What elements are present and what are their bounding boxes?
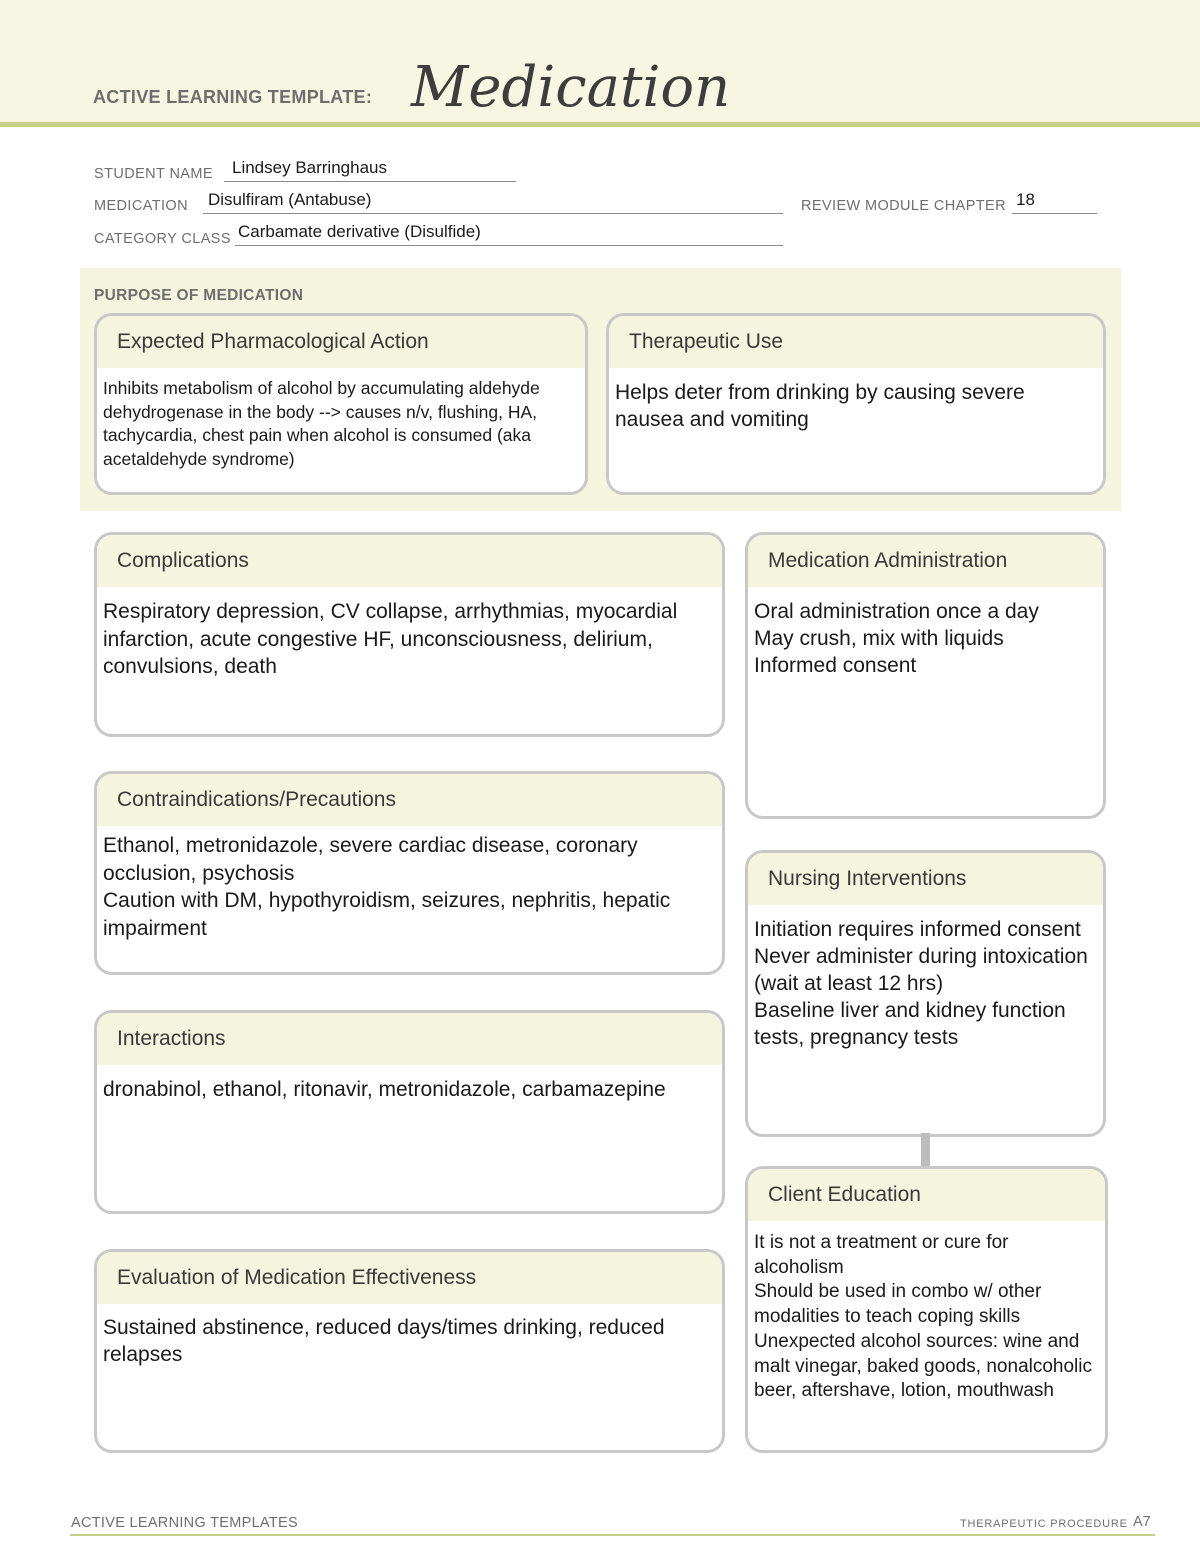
medication-line <box>203 213 783 214</box>
complications-text[interactable]: Respiratory depression, CV collapse, arrhythmias, myocardial infarction, acute congestive HF, unconsciousness, delirium, convulsions, death <box>103 600 678 678</box>
interactions-title: Interactions <box>97 1013 722 1065</box>
medication-label: MEDICATION <box>94 198 188 214</box>
therapeutic-use-title: Therapeutic Use <box>609 316 1103 368</box>
student-name-label: STUDENT NAME <box>94 166 213 182</box>
therapeutic-use-box <box>606 313 1106 495</box>
page-number: A7 <box>1133 1514 1151 1530</box>
contraindications-text[interactable]: Ethanol, metronidazole, severe cardiac disease, coronary occlusion, psychosis Caution with DM, hypothyroidism, seizures, nephritis, hepatic impairment <box>103 834 671 940</box>
client-education-title: Client Education <box>748 1169 1105 1221</box>
medication-value[interactable]: Disulfiram (Antabuse) <box>208 190 372 209</box>
client-education-box <box>745 1166 1108 1453</box>
interactions-text[interactable]: dronabinol, ethanol, ritonavir, metronidazole, carbamazepine <box>103 1078 666 1101</box>
therapeutic-use-text[interactable]: Helps deter from drinking by causing severe nausea and vomiting <box>615 381 1025 431</box>
interactions-box <box>94 1010 725 1214</box>
nursing-box <box>745 850 1106 1137</box>
administration-title: Medication Administration <box>748 535 1103 587</box>
complications-box <box>94 532 725 737</box>
category-value[interactable]: Carbamate derivative (Disulfide) <box>238 222 481 241</box>
header-divider <box>0 122 1200 127</box>
footer-divider <box>70 1534 1155 1536</box>
footer-right-label: THERAPEUTIC PROCEDURE <box>960 1518 1128 1530</box>
page-title: Medication <box>411 55 731 120</box>
administration-text[interactable]: Oral administration once a day May crush, mix with liquids Informed consent <box>754 600 1039 677</box>
student-name-line <box>224 181 516 182</box>
evaluation-box <box>94 1249 725 1453</box>
contraindications-box <box>94 771 725 975</box>
complications-title: Complications <box>97 535 722 587</box>
box-connector <box>921 1133 930 1167</box>
client-education-text[interactable]: It is not a treatment or cure for alcoholism Should be used in combo w/ other modalities to teach coping skills Unexpected alcohol sources: wine and malt vinegar, baked goods, nonalcoholic beer, aftershave, lotion, mouthwash <box>754 1232 1093 1402</box>
category-label: CATEGORY CLASS <box>94 231 231 247</box>
contraindications-title: Contraindications/Precautions <box>97 774 722 826</box>
footer-left-label: ACTIVE LEARNING TEMPLATES <box>71 1515 298 1531</box>
expected-action-title: Expected Pharmacological Action <box>97 316 585 368</box>
administration-box <box>745 532 1106 819</box>
nursing-title: Nursing Interventions <box>748 853 1103 905</box>
expected-action-text[interactable]: Inhibits metabolism of alcohol by accumulating aldehyde dehydrogenase in the body --> causes n/v, flushing, HA, tachycardia, chest pain when alcohol is consumed (aka acetaldehyde syndrome) <box>103 378 540 469</box>
evaluation-title: Evaluation of Medication Effectiveness <box>97 1252 722 1304</box>
chapter-value[interactable]: 18 <box>1016 190 1035 209</box>
category-line <box>235 245 783 246</box>
student-name-value[interactable]: Lindsey Barringhaus <box>232 158 387 177</box>
template-label: ACTIVE LEARNING TEMPLATE: <box>93 87 373 107</box>
evaluation-text[interactable]: Sustained abstinence, reduced days/times drinking, reduced relapses <box>103 1316 665 1366</box>
purpose-label: PURPOSE OF MEDICATION <box>94 287 304 304</box>
expected-action-box <box>94 313 588 495</box>
nursing-text[interactable]: Initiation requires informed consent Never administer during intoxication (wait at least 12 hrs) Baseline liver and kidney function tests, pregnancy tests <box>754 918 1088 1049</box>
chapter-line <box>1012 213 1097 214</box>
chapter-label: REVIEW MODULE CHAPTER <box>801 198 1006 214</box>
